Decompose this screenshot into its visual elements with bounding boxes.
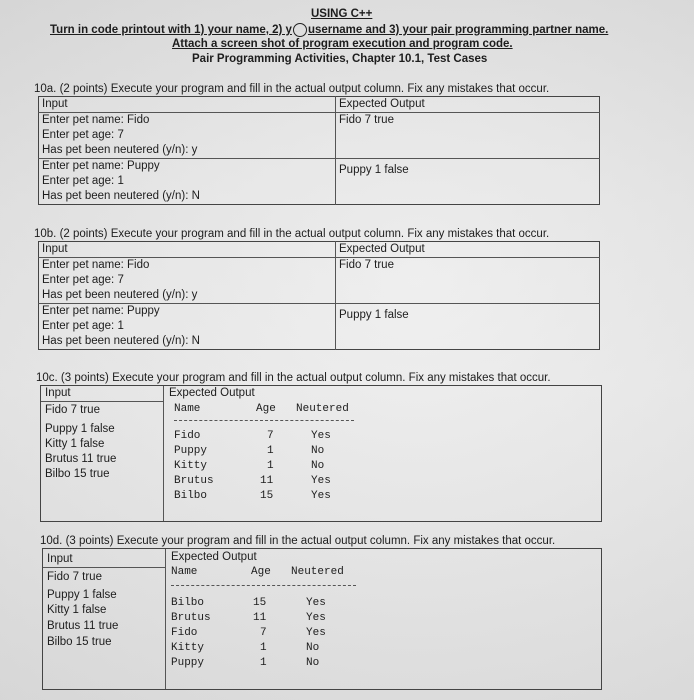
input-row: Has pet been neutered (y/n): N [39, 334, 336, 350]
input-line: Kitty 1 false [47, 604, 107, 616]
input-line: Kitty 1 false [45, 438, 105, 450]
input-row: Enter pet age: 7 [39, 273, 336, 288]
pet-age: 1 [267, 445, 274, 457]
question-10a-title: 10a. (2 points) Execute your program and fill in the actual output column. Fix any mistakes that occur. [34, 83, 550, 95]
pet-age: 7 [260, 627, 267, 639]
question-10b-title: 10b. (2 points) Execute your program and fill in the actual output column. Fix any mistakes that occur. [34, 228, 550, 240]
input-row: Enter pet name: Fido [39, 113, 336, 129]
column-divider [163, 386, 164, 521]
pet-neutered: Yes [306, 627, 326, 639]
pet-name: Puppy [171, 657, 205, 669]
input-line: Bilbo 15 true [45, 468, 110, 480]
language-label: USING C++ [311, 8, 373, 20]
activity-title: Pair Programming Activities, Chapter 10.1, Test Cases [192, 53, 488, 65]
input-line: Fido 7 true [47, 571, 102, 583]
input-header: Input [39, 97, 336, 113]
output-header: Expected Output [336, 242, 600, 258]
test-table-10b [38, 241, 600, 350]
col-name: Name [171, 566, 198, 578]
input-row: Enter pet age: 7 [39, 128, 336, 143]
test-table-10a [38, 96, 600, 205]
col-age: Age [256, 403, 276, 415]
pet-name: Brutus [171, 612, 211, 624]
input-line: Puppy 1 false [47, 589, 117, 601]
pet-neutered: Yes [306, 612, 326, 624]
dash-separator [171, 585, 356, 586]
col-neutered: Neutered [296, 403, 349, 415]
pet-neutered: No [306, 657, 320, 669]
input-header: Input [39, 242, 336, 258]
input-row: Has pet been neutered (y/n): y [39, 143, 336, 159]
output-header: Expected Output [336, 97, 600, 113]
input-line: Bilbo 15 true [47, 636, 112, 648]
input-row: Enter pet name: Fido [39, 258, 336, 274]
input-row: Enter pet age: 1 [39, 319, 336, 334]
output-header: Expected Output [171, 551, 257, 563]
input-line: Brutus 11 true [45, 453, 117, 465]
input-header: Input [47, 553, 73, 565]
pet-neutered: Yes [311, 475, 331, 487]
pet-age: 7 [267, 430, 274, 442]
pet-age: 1 [260, 642, 267, 654]
pet-name: Puppy [174, 445, 208, 457]
test-table-10c [40, 385, 602, 522]
col-name: Name [174, 403, 201, 415]
expected-output-cell: Fido 7 true [336, 258, 600, 304]
pet-neutered: No [311, 460, 325, 472]
pet-neutered: Yes [311, 490, 331, 502]
pet-age: 15 [253, 597, 267, 609]
header-divider [41, 401, 163, 402]
expected-output-cell: Puppy 1 false [339, 164, 409, 176]
pet-name: Fido [174, 430, 201, 442]
question-10d-title: 10d. (3 points) Execute your program and fill in the actual output column. Fix any mistakes that occur. [40, 535, 556, 547]
test-table-10d [42, 548, 602, 690]
pet-age: 15 [260, 490, 274, 502]
dash-separator [174, 420, 354, 421]
pet-age: 1 [260, 657, 267, 669]
pet-neutered: Yes [311, 430, 331, 442]
instruction-line-2: Attach a screen shot of program execution and program code. [172, 38, 513, 50]
pet-name: Kitty [171, 642, 205, 654]
pet-name: Bilbo [174, 490, 208, 502]
question-10c-title: 10c. (3 points) Execute your program and fill in the actual output column. Fix any mistakes that occur. [36, 372, 551, 384]
input-header: Input [45, 387, 71, 399]
input-row: Enter pet name: Puppy [39, 159, 336, 175]
pet-name: Fido [171, 627, 198, 639]
circle-mark-icon [293, 23, 307, 37]
col-neutered: Neutered [291, 566, 344, 578]
input-row: Has pet been neutered (y/n): N [39, 189, 336, 205]
pet-neutered: No [311, 445, 325, 457]
input-row: Enter pet age: 1 [39, 174, 336, 189]
input-line: Fido 7 true [45, 404, 100, 416]
column-divider [165, 549, 166, 689]
input-row: Enter pet name: Puppy [39, 304, 336, 320]
pet-age: 11 [260, 475, 274, 487]
pet-neutered: No [306, 642, 320, 654]
input-row: Has pet been neutered (y/n): y [39, 288, 336, 304]
pet-name: Bilbo [171, 597, 205, 609]
expected-output-cell: Puppy 1 false [339, 309, 409, 321]
header-divider [43, 567, 165, 568]
pet-name: Kitty [174, 460, 208, 472]
pet-age: 1 [267, 460, 274, 472]
pet-age: 11 [253, 612, 267, 624]
input-line: Puppy 1 false [45, 423, 115, 435]
pet-name: Brutus [174, 475, 214, 487]
output-header: Expected Output [169, 387, 255, 399]
input-line: Brutus 11 true [47, 620, 119, 632]
expected-output-cell: Fido 7 true [336, 113, 600, 159]
pet-neutered: Yes [306, 597, 326, 609]
col-age: Age [251, 566, 271, 578]
instruction-line-1: Turn in code printout with 1) your name, 2) y username and 3) your pair programming partner name. [50, 24, 609, 37]
